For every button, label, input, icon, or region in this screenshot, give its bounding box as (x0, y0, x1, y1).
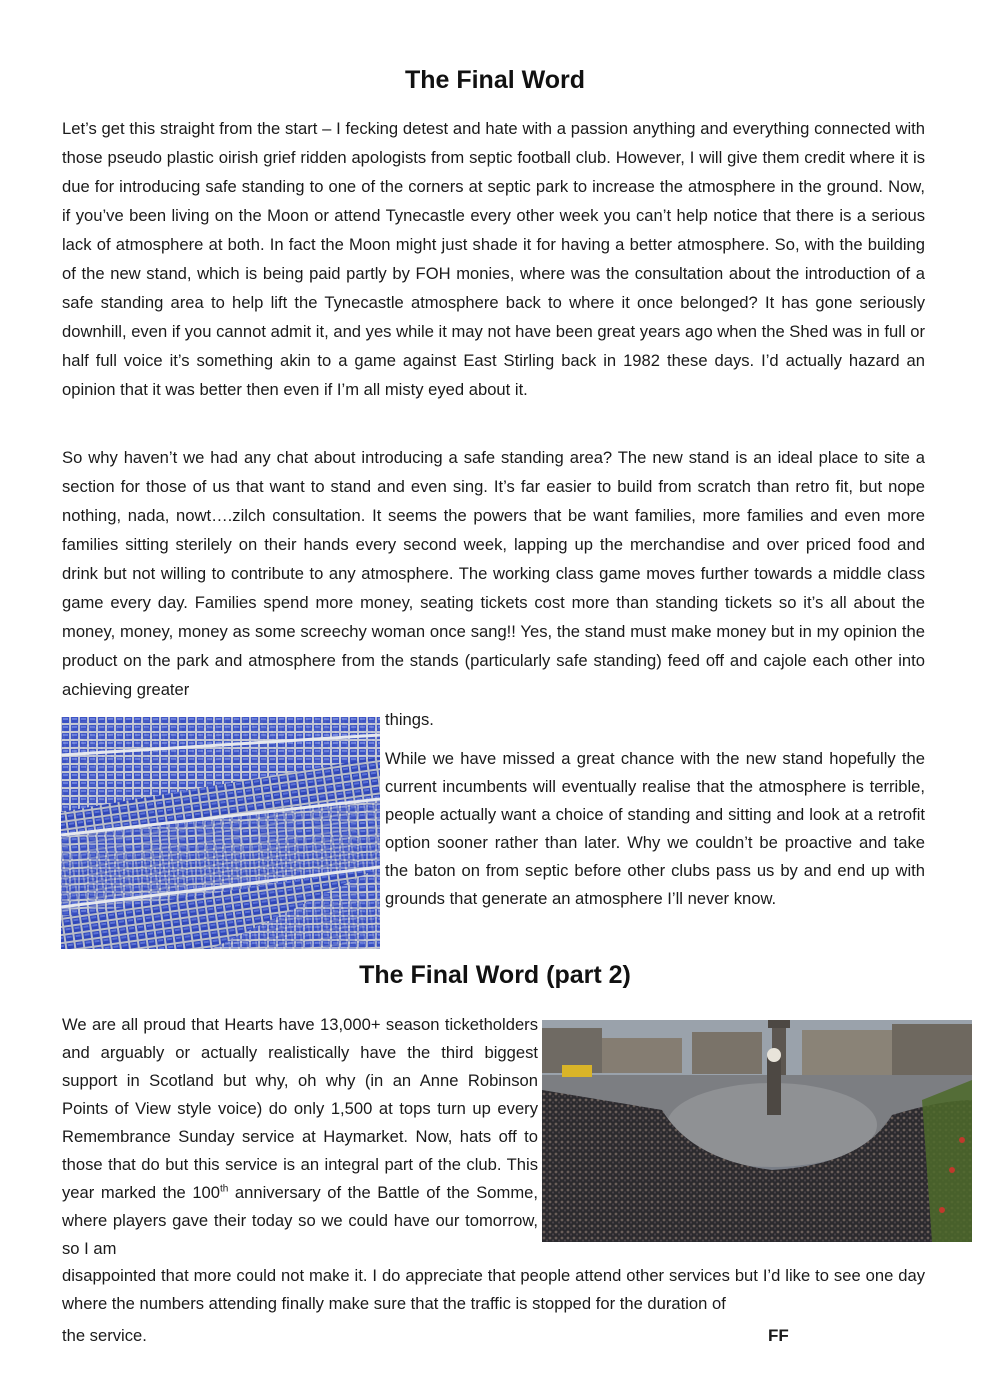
article-title-part-2: The Final Word (part 2) (359, 961, 631, 989)
author-signature: FF (768, 1326, 789, 1345)
article-paragraph-2: So why haven’t we had any chat about introducing a safe standing area? The new stand is an ideal place to site a section for those of us that want to stand and even sing. It’s far easier to build from scratch than retro fit, but nope nothing, nada, nowt….zilch consultation. It seems the powers that be want families, more families and even more families sitting sterilely on their hands every second week, lapping up the merchandise and over priced food and drink but not willing to contribute to any atmosphere. The working class game moves further towards a middle class game every day. Families spend more money, seating tickets cost more than standing tickets so it’s all about the money, money, money as some screechy woman once sang!! Yes, the stand must make money but in my opinion the product on the park and atmosphere from the stands (particularly safe standing) feed off and cajole each other into achieving greater (62, 448, 925, 699)
article2-paragraph-1 (62, 1011, 538, 1263)
stadium-seats-photo (61, 717, 380, 949)
article-paragraph-3: While we have missed a great chance with the new stand hopefully the current incumbents will eventually realise that the atmosphere is terrible, people actually want a choice of standing and sitting and look at a retrofit option sooner rather than later. Why we couldn’t be proactive and take the baton on from septic before other clubs pass us by and end up with grounds that generate an atmosphere I’ll never know. (385, 749, 925, 908)
article-title: The Final Word (404, 66, 586, 94)
article-paragraph-1: Let’s get this straight from the start – I fecking detest and hate with a passion anything and everything connected with those pseudo plastic oirish grief ridden apologists from septic football club. However, I will give them credit where it is due for introducing safe standing to one of the corners at septic park to increase the atmosphere in the ground. Now, if you’ve been living on the Moon or attend Tynecastle every other week you can’t help notice that there is a serious lack of atmosphere at both. In fact the Moon might just shade it for having a better atmosphere. So, with the building of the new stand, which is being paid partly by FOH monies, where was the consultation about the introduction of a safe standing area to help lift the Tynecastle atmosphere back to where it once belonged? It has gone seriously downhill, even if you cannot admit it, and yes while it may not have been great years ago when the Shed was in full or half full voice it’s something akin to a game against East Stirling back in 1982 these days. I’d actually hazard an opinion that it was better then even if I’m all misty eyed about it. (62, 119, 925, 399)
article2-paragraph-1-end: the service. (62, 1326, 147, 1345)
article-paragraph-2-end: things. (385, 710, 434, 729)
article2-paragraph-1-text-continued: anniversary of the Battle of the Somme, where players gave their today so we could have our tomorrow, so I am (62, 1183, 538, 1258)
remembrance-crowd-photo (542, 1020, 972, 1242)
article2-paragraph-1-continued: disappointed that more could not make it. I do appreciate that people attend other services but I’d like to see one day where the numbers attending finally make sure that the traffic is stopped for the duration of (62, 1266, 925, 1313)
ordinal-suffix: th (220, 1183, 229, 1195)
article2-paragraph-1-text: We are all proud that Hearts have 13,000+ season ticketholders and arguably or actually realistically have the third biggest support in Scotland but why, oh why (in an Anne Robinson Points of View style voice) do only 1,500 at tops turn up every Remembrance Sunday service at Haymarket. Now, hats off to those that do but this service is an integral part of the club. This year marked the 100 (62, 1015, 538, 1202)
